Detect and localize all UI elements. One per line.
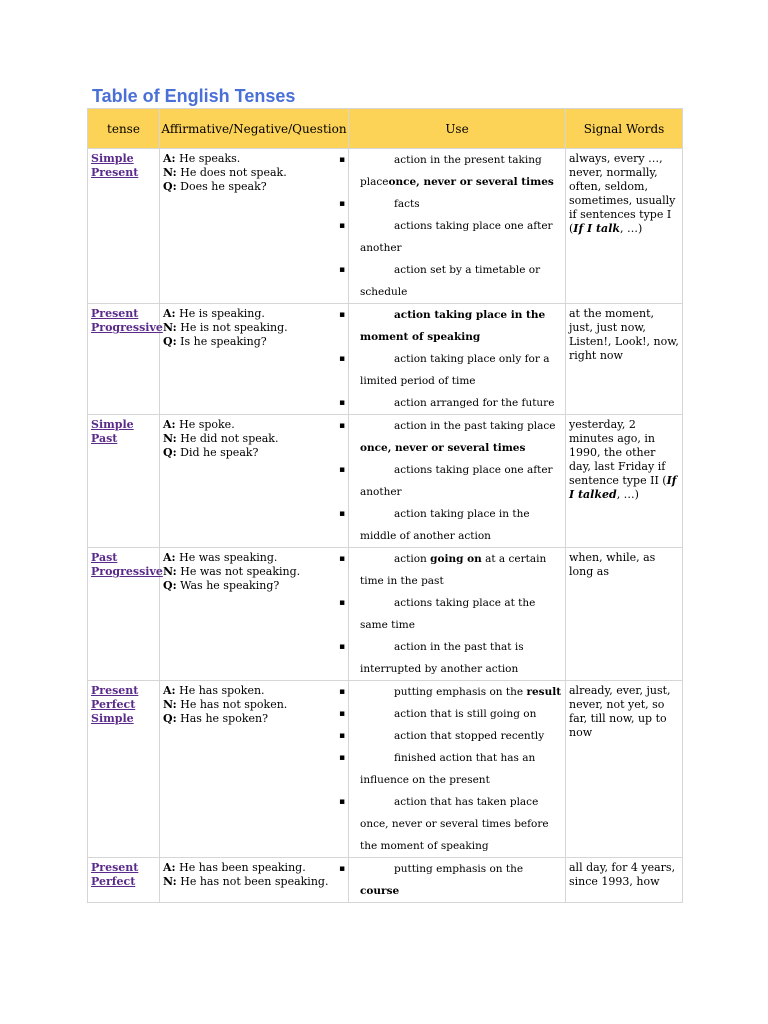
use-text: action in the past that is interrupted by another action [360,641,524,675]
use-text: action taking place in the middle of another action [360,508,530,542]
bullet-icon: ▪ [339,155,346,165]
signal-text: always, every …, never, normally, often, seldom, sometimes, usually if sentences type I ( [569,152,676,235]
form-a [163,418,345,432]
form-n [163,565,345,579]
list-item [339,503,565,547]
bullet-icon: ▪ [339,398,346,408]
table-row [88,149,683,304]
bullet-icon: ▪ [339,465,346,475]
use-list [339,304,565,414]
use-cell [339,548,566,681]
signal-cell [566,548,683,681]
form-label: N: [163,698,177,711]
forms-cell [160,858,349,903]
header-row [88,109,683,149]
form-text: He was not speaking. [176,565,301,578]
signal-emphasis: If I talked [569,474,677,501]
use-text: actions taking place one after another [360,464,553,498]
list-item [339,681,565,703]
tense-link[interactable]: Present Progressive [91,307,163,334]
list-item [339,415,565,459]
bullet-icon: ▪ [339,310,346,320]
form-a [163,307,345,321]
form-text: He is speaking. [175,307,265,320]
use-list [339,858,565,902]
header-forms: Affirmative/Negative/Question [160,109,349,149]
list-item [339,548,565,592]
use-text: putting emphasis on the [394,863,524,875]
use-text: action that is still going on [394,708,537,720]
form-label: N: [163,166,177,179]
list-item [339,304,565,348]
form-text: He has spoken. [175,684,265,697]
form-label: A: [163,861,176,874]
signal-cell [566,304,683,415]
form-label: N: [163,565,177,578]
form-label: A: [163,418,176,431]
form-n [163,875,345,889]
list-item [339,725,565,747]
table-row [88,548,683,681]
form-text: He did not speak. [176,432,279,445]
use-text: action that has taken place once, never or several times before the moment of speaking [360,796,549,852]
form-a [163,861,345,875]
use-text: action set by a timetable or schedule [360,264,541,298]
use-cell [339,304,566,415]
bullet-icon: ▪ [339,354,346,364]
form-a [163,152,345,166]
use-text: facts [394,198,420,210]
list-item [339,149,565,193]
tense-link[interactable]: Simple Past [91,418,134,445]
list-item [339,259,565,303]
signal-cell [566,149,683,304]
tense-cell [88,415,160,548]
form-label: Q: [163,180,177,193]
use-list [339,548,565,680]
form-n [163,432,345,446]
use-text: action in the present taking place [360,154,542,188]
bullet-icon: ▪ [339,864,346,874]
signal-text: already, ever, just, never, not yet, so far, till now, up to now [569,684,671,739]
signal-text: when, while, as long as [569,551,656,578]
list-item [339,747,565,791]
bullet-icon: ▪ [339,221,346,231]
use-bold: action taking place in the moment of speaking [360,309,546,343]
list-item [339,459,565,503]
form-q [163,446,345,460]
table-row [88,304,683,415]
form-a [163,684,345,698]
bullet-icon: ▪ [339,509,346,519]
list-item [339,858,565,902]
form-text: Has he spoken? [176,712,269,725]
form-label: Q: [163,712,177,725]
bullet-icon: ▪ [339,709,346,719]
form-text: He does not speak. [176,166,287,179]
list-item [339,193,565,215]
use-text: action [394,553,431,565]
use-text: actions taking place at the same time [360,597,536,631]
tense-link[interactable]: Present Perfect Simple [91,684,139,725]
use-text: finished action that has an influence on the present [360,752,536,786]
use-text: actions taking place one after another [360,220,553,254]
header-signal-words: Signal Words [566,109,683,149]
tense-link[interactable]: Present Perfect [91,861,139,888]
list-item [339,348,565,392]
signal-emphasis: If I talk [573,222,620,235]
bullet-icon: ▪ [339,199,346,209]
form-q [163,335,345,349]
form-label: A: [163,152,176,165]
list-item [339,791,565,857]
bullet-icon: ▪ [339,265,346,275]
tense-cell [88,548,163,681]
use-list [339,149,565,303]
tense-cell [88,304,163,415]
signal-text: yesterday, 2 minutes ago, in 1990, the other day, last Friday if sentence type II ( [569,418,667,487]
use-text: action arranged for the future [394,397,555,409]
bullet-icon: ▪ [339,554,346,564]
signal-text: , …) [616,488,639,501]
use-text: action taking place only for a limited period of time [360,353,550,387]
signal-text: all day, for 4 years, since 1993, how [569,861,676,888]
bullet-icon: ▪ [339,642,346,652]
use-bold: once, never or several times [388,176,554,188]
header-tense: tense [88,109,160,149]
tense-cell [88,681,160,858]
use-bold: once, never or several times [360,442,526,454]
tense-cell [88,858,160,903]
forms-cell [160,304,349,415]
bullet-icon: ▪ [339,753,346,763]
form-text: He was speaking. [175,551,278,564]
form-label: A: [163,684,176,697]
use-cell [339,415,566,548]
form-n [163,166,345,180]
signal-cell [566,681,683,858]
bullet-icon: ▪ [339,687,346,697]
form-n [163,698,345,712]
form-label: A: [163,551,176,564]
use-bold: result [526,686,562,698]
form-text: He is not speaking. [176,321,288,334]
form-label: N: [163,321,177,334]
form-label: N: [163,875,177,888]
form-a [163,551,345,565]
use-text: action in the past taking place [394,420,556,432]
bullet-icon: ▪ [339,598,346,608]
form-text: Was he speaking? [176,579,280,592]
tenses-table [87,108,683,903]
use-text: action that stopped recently [394,730,545,742]
form-n [163,321,345,335]
table-row [88,415,683,548]
list-item [339,215,565,259]
tense-cell [88,149,160,304]
table-body [88,149,683,903]
signal-text: at the moment, just, just now, Listen!, Look!, now, right now [569,307,679,362]
form-q [163,180,345,194]
use-list [339,681,565,857]
form-label: N: [163,432,177,445]
form-text: He spoke. [175,418,235,431]
forms-cell [160,415,349,548]
list-item [339,636,565,680]
form-text: He has not been speaking. [176,875,329,888]
form-text: Is he speaking? [176,335,267,348]
form-q [163,712,345,726]
list-item [339,392,565,414]
form-text: Did he speak? [176,446,259,459]
signal-cell [566,415,683,548]
use-text: at a certain time in the past [360,553,547,587]
bullet-icon: ▪ [339,731,346,741]
bullet-icon: ▪ [339,421,346,431]
forms-cell [160,548,349,681]
form-q [163,579,345,593]
use-bold: course [360,885,400,897]
form-label: Q: [163,446,177,459]
signal-cell [566,858,683,903]
use-cell [339,681,566,858]
bullet-icon: ▪ [339,797,346,807]
use-list [339,415,565,547]
form-text: He has been speaking. [175,861,306,874]
form-label: Q: [163,579,177,592]
forms-cell [160,149,349,304]
table-row [88,858,683,903]
use-cell [339,858,566,903]
forms-cell [160,681,349,858]
tense-link[interactable]: Simple Present [91,152,139,179]
use-bold: going on [430,553,482,565]
tense-link[interactable]: Past Progressive [91,551,163,578]
form-label: Q: [163,335,177,348]
list-item [339,703,565,725]
form-text: Does he speak? [176,180,267,193]
header-use: Use [349,109,566,149]
form-text: He has not spoken. [176,698,288,711]
table-row [88,681,683,858]
signal-text: , …) [620,222,643,235]
form-text: He speaks. [175,152,241,165]
form-label: A: [163,307,176,320]
use-cell [339,149,566,304]
list-item [339,592,565,636]
page-title: Table of English Tenses [92,86,296,106]
use-text: putting emphasis on the [394,686,527,698]
